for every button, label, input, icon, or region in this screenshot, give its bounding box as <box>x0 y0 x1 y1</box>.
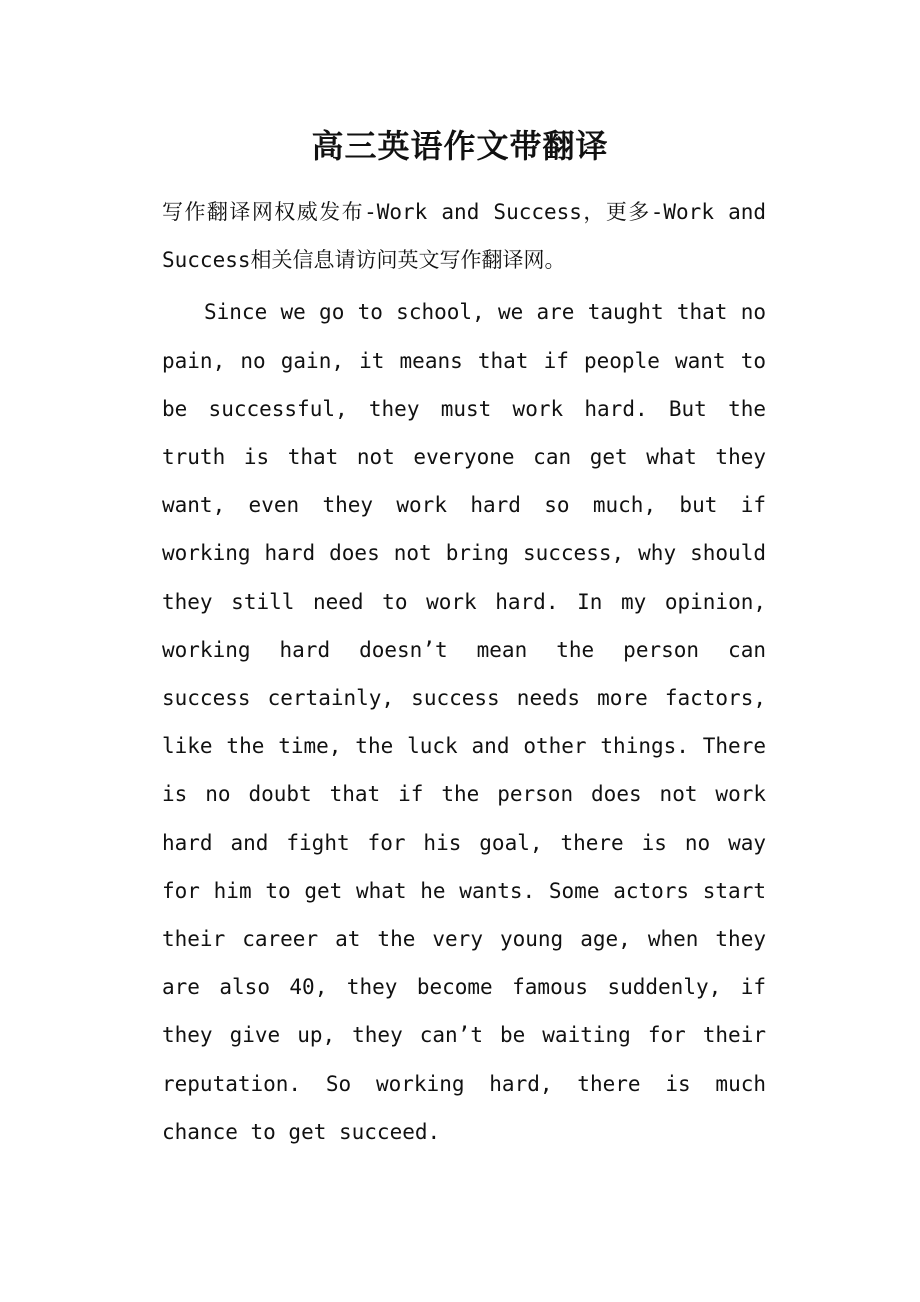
document-body <box>162 188 766 1156</box>
document-title: 高三英语作文带翻译 <box>311 127 609 165</box>
essay-paragraph: Since we go to school, we are taught that no pain, no gain, it means that if people want to be successful, they must work hard. But the truth is that not everyone can get what they want, even they work hard so much, but if working hard does not bring success, why should they still need to work hard. In my opinion, working hard doesn’t mean the person can success certainly, success needs more factors, like the time, the luck and other things. There is no doubt that if the person does not work hard and fight for his goal, there is no way for him to get what he wants. Some actors start their career at the very young age, when they are also 40, they become famous suddenly, if they give up, they can’t be waiting for their reputation. So working hard, there is much chance to get succeed. <box>162 300 766 1144</box>
intro-paragraph: 写作翻译网权威发布-Work and Success，更多-Work and Success相关信息请访问英文写作翻译网。 <box>162 200 766 273</box>
